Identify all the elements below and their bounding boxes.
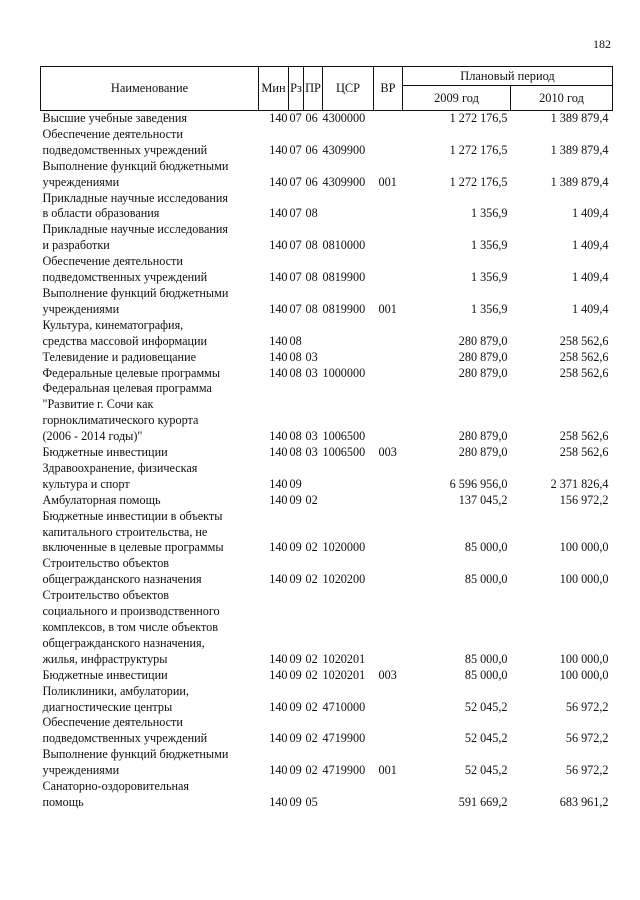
row-rz-cell: 09 xyxy=(289,651,302,666)
row-vr-cell xyxy=(374,191,403,223)
row-min-cell: 140 xyxy=(269,572,288,587)
row-csr-cell: 1006500 xyxy=(322,429,366,444)
row-name-cell: Федеральная целевая программа "Развитие г. Сочи как горноклиматического курорта (2006 - 2014 годы)" xyxy=(42,381,212,444)
row-pr-cell: 06 xyxy=(305,142,318,157)
row-pr-cell: 02 xyxy=(305,699,318,714)
row-2010-value-cell: 1 389 879,4 xyxy=(550,111,609,125)
row-vr-cell: 001 xyxy=(378,174,397,189)
header-pr: ПР xyxy=(304,67,323,111)
row-rz-cell: 08 xyxy=(289,429,302,444)
row-2010-value-cell: 100 000,0 xyxy=(559,667,609,682)
row-2010-value-cell: 100 000,0 xyxy=(559,540,609,555)
row-2009-value-cell: 137 045,2 xyxy=(458,492,508,507)
row-csr-cell: 0819900 xyxy=(322,270,366,285)
row-name-cell: Федеральные целевые программы xyxy=(42,365,221,380)
row-2009-value-cell: 280 879,0 xyxy=(458,429,508,444)
row-2010-value-cell: 1 409,4 xyxy=(571,270,609,285)
row-vr-cell xyxy=(374,318,403,350)
table-row xyxy=(41,588,613,668)
row-2010-value-cell: 156 972,2 xyxy=(559,492,609,507)
row-name-cell: Выполнение функций бюджетными учреждениями xyxy=(42,747,229,778)
row-min-cell: 140 xyxy=(269,667,288,682)
row-pr-cell xyxy=(304,461,323,493)
row-2009-value-cell: 1 356,9 xyxy=(470,301,508,316)
row-min-cell: 140 xyxy=(269,174,288,189)
row-min-cell: 140 xyxy=(269,540,288,555)
header-year-2010: 2010 год xyxy=(511,86,613,111)
table-row xyxy=(41,127,613,159)
row-2010-value-cell: 258 562,6 xyxy=(559,349,609,364)
table-row xyxy=(41,366,613,382)
row-name-cell: Обеспечение деятельности подведомственных учреждений xyxy=(42,715,208,746)
row-vr-cell xyxy=(374,715,403,747)
row-2010-value-cell: 1 409,4 xyxy=(571,206,609,221)
row-csr-cell xyxy=(323,461,374,493)
row-pr-cell: 03 xyxy=(305,349,318,364)
table-body xyxy=(41,111,613,811)
row-min-cell: 140 xyxy=(269,794,288,809)
row-2010-value-cell: 1 389 879,4 xyxy=(550,174,609,189)
table-row xyxy=(41,111,613,127)
row-rz-cell: 08 xyxy=(289,445,302,460)
table-row xyxy=(41,159,613,191)
row-min-cell: 140 xyxy=(269,731,288,746)
row-rz-cell: 09 xyxy=(289,476,302,491)
row-rz-cell: 09 xyxy=(289,794,302,809)
row-pr-cell: 03 xyxy=(305,445,318,460)
row-min-cell: 140 xyxy=(269,238,288,253)
row-min-cell: 140 xyxy=(269,111,288,125)
row-pr-cell: 02 xyxy=(305,667,318,682)
row-2009-value-cell: 1 356,9 xyxy=(470,206,508,221)
table-row xyxy=(41,779,613,811)
row-vr-cell: 001 xyxy=(378,763,397,778)
page-number: 182 xyxy=(593,37,611,51)
row-2009-value-cell: 591 669,2 xyxy=(458,794,508,809)
row-vr-cell xyxy=(374,556,403,588)
table-row xyxy=(41,493,613,509)
row-rz-cell: 09 xyxy=(289,763,302,778)
row-pr-cell: 02 xyxy=(305,572,318,587)
row-csr-cell: 0819900 xyxy=(322,301,366,316)
row-2009-value-cell: 280 879,0 xyxy=(458,333,508,348)
table-row xyxy=(41,286,613,318)
row-rz-cell: 08 xyxy=(289,333,302,348)
row-rz-cell: 09 xyxy=(289,667,302,682)
row-pr-cell: 03 xyxy=(305,365,318,380)
row-vr-cell xyxy=(374,493,403,509)
row-name-cell: Амбулаторная помощь xyxy=(42,492,161,507)
row-2009-value-cell: 6 596 956,0 xyxy=(449,476,508,491)
row-pr-cell: 08 xyxy=(305,238,318,253)
row-pr-cell: 08 xyxy=(305,206,318,221)
row-2010-value-cell: 258 562,6 xyxy=(559,365,609,380)
row-rz-cell: 09 xyxy=(289,572,302,587)
row-name-cell: Поликлиники, амбулатории, диагностические центры xyxy=(42,683,189,714)
row-2009-value-cell: 52 045,2 xyxy=(464,699,508,714)
row-min-cell: 140 xyxy=(269,270,288,285)
table-row xyxy=(41,461,613,493)
row-min-cell: 140 xyxy=(269,301,288,316)
row-csr-cell xyxy=(323,191,374,223)
row-2009-value-cell: 1 272 176,5 xyxy=(449,142,508,157)
row-2009-value-cell: 280 879,0 xyxy=(458,445,508,460)
header-csr: ЦСР xyxy=(323,67,374,111)
row-rz-cell: 09 xyxy=(289,492,302,507)
row-min-cell: 140 xyxy=(269,492,288,507)
table-row xyxy=(41,668,613,684)
row-rz-cell: 07 xyxy=(289,174,302,189)
row-csr-cell: 4710000 xyxy=(322,699,366,714)
row-2010-value-cell: 100 000,0 xyxy=(559,572,609,587)
table-row xyxy=(41,509,613,557)
table-row xyxy=(41,556,613,588)
row-2010-value-cell: 1 409,4 xyxy=(571,238,609,253)
row-csr-cell: 4719900 xyxy=(322,731,366,746)
row-rz-cell: 09 xyxy=(289,731,302,746)
table-row xyxy=(41,684,613,716)
row-name-cell: Прикладные научные исследования в области образования xyxy=(42,190,229,221)
row-2010-value-cell: 683 961,2 xyxy=(559,794,609,809)
row-name-cell: Бюджетные инвестиции в объекты капитального строительства, не включенные в целевые программы xyxy=(42,508,224,555)
row-pr-cell: 05 xyxy=(305,794,318,809)
table-row xyxy=(41,191,613,223)
row-2010-value-cell: 56 972,2 xyxy=(565,699,609,714)
row-vr-cell xyxy=(374,461,403,493)
row-rz-cell: 09 xyxy=(289,699,302,714)
row-min-cell: 140 xyxy=(269,476,288,491)
table-row xyxy=(41,381,613,445)
row-rz-cell: 07 xyxy=(289,301,302,316)
row-min-cell: 140 xyxy=(269,365,288,380)
table-row xyxy=(41,445,613,461)
table-row xyxy=(41,747,613,779)
row-pr-cell: 02 xyxy=(305,492,318,507)
row-rz-cell: 07 xyxy=(289,111,302,125)
row-vr-cell xyxy=(374,350,403,366)
row-name-cell: Здравоохранение, физическая культура и спорт xyxy=(42,460,198,491)
row-pr-cell: 06 xyxy=(305,174,318,189)
row-2010-value-cell: 56 972,2 xyxy=(565,731,609,746)
row-2009-value-cell: 85 000,0 xyxy=(464,667,508,682)
table-row xyxy=(41,254,613,286)
table-header xyxy=(41,67,613,111)
row-min-cell: 140 xyxy=(269,651,288,666)
row-rz-cell: 07 xyxy=(289,238,302,253)
row-2010-value-cell: 100 000,0 xyxy=(559,651,609,666)
row-csr-cell: 1020200 xyxy=(322,572,366,587)
row-csr-cell: 1000000 xyxy=(322,365,366,380)
row-2010-value-cell: 1 409,4 xyxy=(571,301,609,316)
row-csr-cell xyxy=(323,493,374,509)
row-min-cell: 140 xyxy=(269,699,288,714)
row-2009-value-cell: 85 000,0 xyxy=(464,572,508,587)
row-vr-cell xyxy=(374,588,403,668)
row-2010-value-cell: 258 562,6 xyxy=(559,333,609,348)
row-csr-cell: 4300000 xyxy=(322,111,366,125)
row-vr-cell xyxy=(374,509,403,557)
row-vr-cell xyxy=(374,127,403,159)
row-pr-cell: 03 xyxy=(305,429,318,444)
row-pr-cell: 02 xyxy=(305,763,318,778)
row-2010-value-cell: 258 562,6 xyxy=(559,445,609,460)
row-min-cell: 140 xyxy=(269,445,288,460)
row-name-cell: Культура, кинематография, средства массовой информации xyxy=(42,317,208,348)
header-planned-period: Плановый период xyxy=(403,67,613,86)
row-pr-cell: 02 xyxy=(305,731,318,746)
row-vr-cell xyxy=(374,684,403,716)
row-rz-cell: 08 xyxy=(289,349,302,364)
row-2010-value-cell: 2 371 826,4 xyxy=(550,476,609,491)
row-2009-value-cell: 1 356,9 xyxy=(470,238,508,253)
row-vr-cell: 003 xyxy=(378,445,397,460)
row-vr-cell xyxy=(374,222,403,254)
row-name-cell: Обеспечение деятельности подведомственных учреждений xyxy=(42,126,208,157)
row-2010-value-cell: 258 562,6 xyxy=(559,429,609,444)
row-vr-cell xyxy=(374,381,403,445)
row-2009-value-cell: 1 272 176,5 xyxy=(449,111,508,125)
row-2009-value-cell: 52 045,2 xyxy=(464,763,508,778)
row-vr-cell: 003 xyxy=(378,667,397,682)
row-name-cell: Санаторно-оздоровительная помощь xyxy=(42,779,190,809)
budget-table xyxy=(40,66,613,811)
row-rz-cell: 08 xyxy=(289,365,302,380)
row-2009-value-cell: 52 045,2 xyxy=(464,731,508,746)
row-name-cell: Бюджетные инвестиции xyxy=(42,445,168,460)
row-name-cell: Строительство объектов социального и производственного комплексов, в том числе объектов общегражданского назначения, жилья, инфраструктуры xyxy=(42,588,220,666)
row-vr-cell xyxy=(374,111,403,127)
row-min-cell: 140 xyxy=(269,429,288,444)
row-csr-cell xyxy=(323,350,374,366)
row-name-cell: Строительство объектов общегражданского назначения xyxy=(42,556,202,587)
row-name-cell: Прикладные научные исследования и разработки xyxy=(42,222,229,253)
row-min-cell: 140 xyxy=(269,142,288,157)
header-year-2009: 2009 год xyxy=(403,86,511,111)
row-name-cell: Выполнение функций бюджетными учреждениями xyxy=(42,158,229,189)
row-csr-cell: 0810000 xyxy=(322,238,366,253)
row-pr-cell xyxy=(304,318,323,350)
row-name-cell: Выполнение функций бюджетными учреждениями xyxy=(42,285,229,316)
table-row xyxy=(41,715,613,747)
header-vr: ВР xyxy=(374,67,403,111)
row-2009-value-cell: 85 000,0 xyxy=(464,651,508,666)
row-2010-value-cell: 56 972,2 xyxy=(565,763,609,778)
row-min-cell: 140 xyxy=(269,206,288,221)
row-vr-cell xyxy=(374,779,403,811)
row-2009-value-cell: 280 879,0 xyxy=(458,365,508,380)
table-row xyxy=(41,318,613,350)
row-csr-cell: 1006500 xyxy=(322,445,366,460)
table-row xyxy=(41,350,613,366)
row-pr-cell: 02 xyxy=(305,540,318,555)
header-min: Мин xyxy=(259,67,289,111)
row-2009-value-cell: 280 879,0 xyxy=(458,349,508,364)
row-rz-cell: 09 xyxy=(289,540,302,555)
row-csr-cell: 1020000 xyxy=(322,540,366,555)
row-csr-cell xyxy=(323,318,374,350)
row-name-cell: Обеспечение деятельности подведомственных учреждений xyxy=(42,254,208,285)
row-pr-cell: 02 xyxy=(305,651,318,666)
row-name-cell: Высшие учебные заведения xyxy=(42,111,188,125)
row-pr-cell: 08 xyxy=(305,301,318,316)
row-2009-value-cell: 1 272 176,5 xyxy=(449,174,508,189)
row-csr-cell: 1020201 xyxy=(322,651,366,666)
row-vr-cell: 001 xyxy=(378,301,397,316)
row-csr-cell: 4309900 xyxy=(322,174,366,189)
row-2010-value-cell: 1 389 879,4 xyxy=(550,142,609,157)
row-rz-cell: 07 xyxy=(289,206,302,221)
row-min-cell: 140 xyxy=(269,349,288,364)
row-min-cell: 140 xyxy=(269,333,288,348)
row-2009-value-cell: 1 356,9 xyxy=(470,270,508,285)
header-name: Наименование xyxy=(41,67,259,111)
row-name-cell: Бюджетные инвестиции xyxy=(42,667,168,682)
row-min-cell: 140 xyxy=(269,763,288,778)
table-row xyxy=(41,222,613,254)
row-vr-cell xyxy=(374,366,403,382)
row-vr-cell xyxy=(374,254,403,286)
row-rz-cell: 07 xyxy=(289,142,302,157)
row-csr-cell: 4719900 xyxy=(322,763,366,778)
row-2009-value-cell: 85 000,0 xyxy=(464,540,508,555)
row-csr-cell: 1020201 xyxy=(322,667,366,682)
row-csr-cell xyxy=(323,779,374,811)
row-csr-cell: 4309900 xyxy=(322,142,366,157)
row-pr-cell: 08 xyxy=(305,270,318,285)
row-rz-cell: 07 xyxy=(289,270,302,285)
row-pr-cell: 06 xyxy=(305,111,318,125)
row-name-cell: Телевидение и радиовещание xyxy=(42,349,196,364)
header-rz: Рз xyxy=(289,67,304,111)
